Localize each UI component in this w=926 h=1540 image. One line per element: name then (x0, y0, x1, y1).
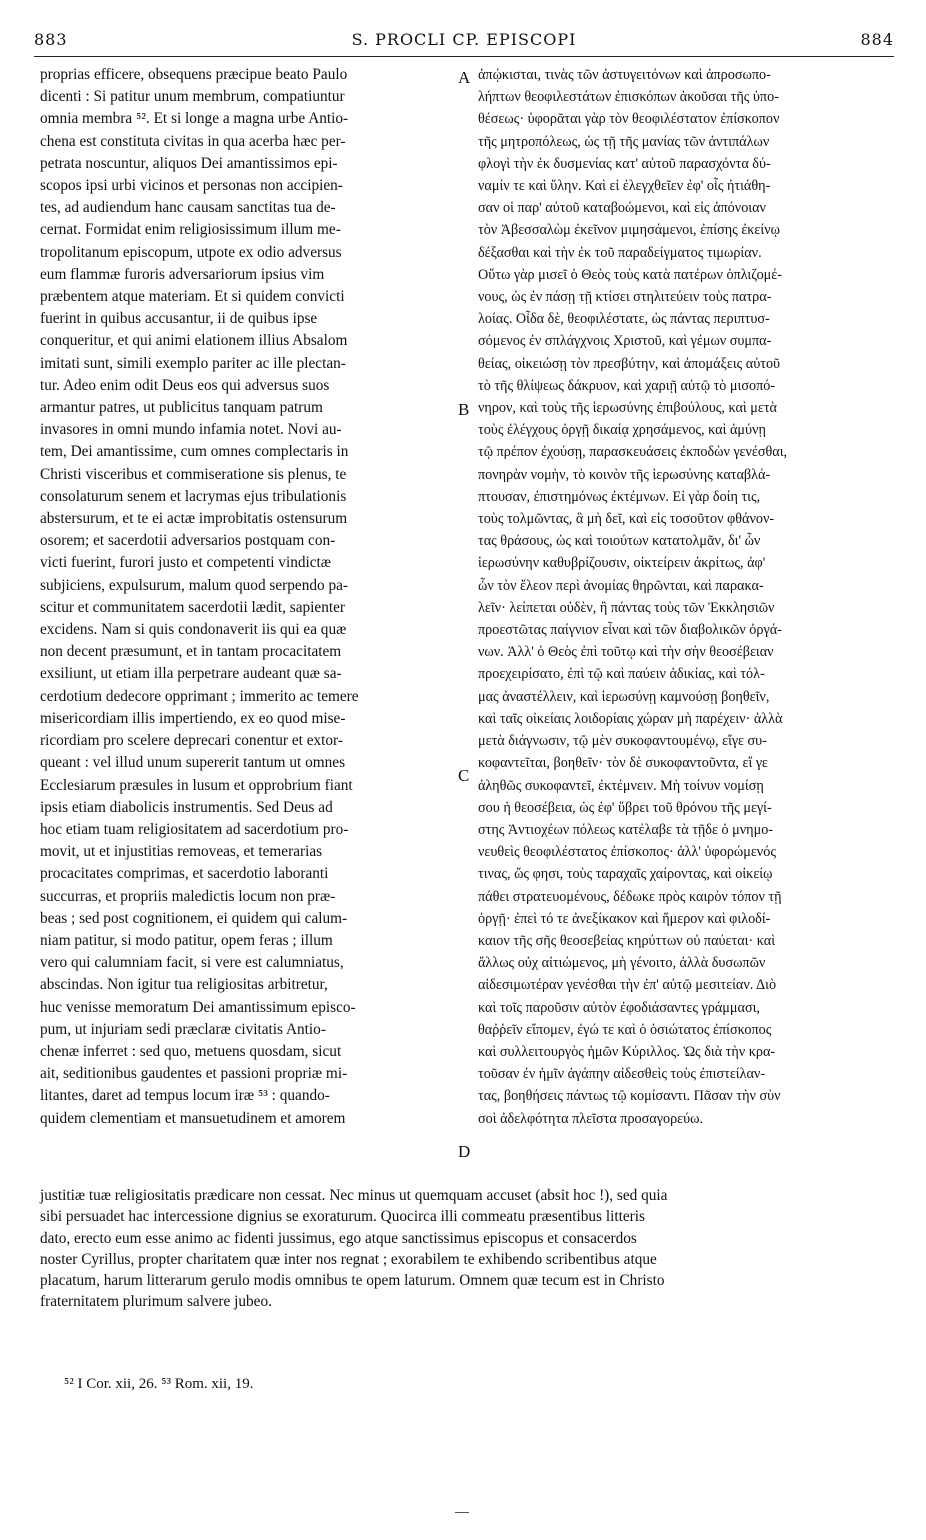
latin-line: victi fuerint, furori justo et competenti vindictæ (40, 554, 331, 572)
greek-line: νων. Ἀλλ' ὁ Θεὸς ἐπὶ τοῦτῳ καὶ τὴν σὴν θεοσέβειαν (478, 644, 774, 661)
latin-line: movit, ut et injustitias removeas, et temerarias (40, 843, 323, 861)
greek-line: πτουσαν, ἐπιστημόνως ἐκτέμνων. Εἰ γὰρ δοίη τις, (478, 488, 761, 505)
latin-line: tur. Adeo enim odit Deus eos qui adversus suos (40, 376, 330, 394)
greek-line: σαν οἱ παρ' αὐτοῦ καταβοώμενοι, καὶ εἰς ἀπόνοιαν (478, 200, 766, 217)
latin-line: ait, seditionibus gaudentes et passioni propriæ mi- (40, 1065, 348, 1083)
footnotes: ⁵² I Cor. xii, 26. ⁵³ Rom. xii, 19. (64, 1376, 254, 1392)
greek-line: τοὺς ἐλέγχους ὀργῇ δικαίᾳ χρησάμενος, καὶ ἀμύνῃ (478, 422, 766, 439)
greek-line: καὶ ταῖς οἰκείαις λοιδορίαις χώραν μὴ παρέχειν· ἀλλὰ (478, 710, 783, 727)
greek-line: ἀληθῶς συκοφαντεῖ, ἐκτέμνειν. Μὴ τοίνυν νομίσῃ (478, 777, 764, 794)
latin-line: quidem clementiam et mansuetudinem et amorem (40, 1109, 346, 1127)
greek-line: τας θράσους, ὡς καὶ τοιούτων κατατολμᾶν, δι' ὧν (478, 533, 761, 550)
latin-line: petrata noscuntur, aliquos Dei amantissimos epi- (40, 154, 338, 172)
latin-line: excidens. Nam si quis condonaverit iis qui ea quæ (40, 621, 347, 639)
greek-line: μετὰ διάγνωσιν, τῷ μὲν συκοφαντουμένῳ, εἴγε συ- (478, 733, 767, 750)
greek-line: τας, βοηθήσεις πάντως τῷ κομίσαντι. Πᾶσαν τὴν σὺν (478, 1088, 781, 1105)
running-header (34, 30, 894, 56)
greek-line: νηρον, καὶ τοὺς τῆς ἱερωσύνης ἐπιβούλους, καὶ μετὰ (478, 400, 777, 417)
full-width-line: sibi persuadet hac intercessione dignius se exoraturum. Quocirca illi commeatu præsentibus litteris (40, 1208, 645, 1226)
latin-line: eum flammæ furoris adversariorum ipsius vim (40, 265, 325, 283)
page-number-left: 883 (34, 30, 68, 49)
greek-line: σοὶ ἀδελφότητα πλεῖστα προσαγορεύω. (478, 1110, 704, 1127)
latin-line: conqueritur, et qui animi elationem illius Absalom (40, 332, 348, 350)
latin-line: abscindas. Non igitur tua religiositas arbitretur, (40, 976, 328, 994)
greek-line: θείας, οἰκειώσῃ τὸν πρεσβύτην, καὶ ἀπομάξεις αὐτοῦ (478, 355, 781, 372)
latin-line: succurras, et propriis maledictis locum non præ- (40, 887, 336, 905)
greek-line: τινας, ὥς φησι, τοὺς ταραχαῖς χαίροντας, καὶ οἰκείῳ (478, 866, 773, 883)
latin-line: cernat. Formidat enim religiosissimum illum me- (40, 221, 341, 239)
greek-line: σόμενος ἐν σπλάγχνοις Χριστοῦ, καὶ γέμων συμπα- (478, 333, 772, 350)
greek-line: λεῖν· λείπεται οὐδὲν, ἢ πάντας τοὺς τῶν Ἐκκλησιῶν (478, 599, 775, 616)
greek-line: νους, ὡς ἐν πάσῃ τῇ κτίσει στηλιτεύειν τοὺς πατρα- (478, 289, 772, 306)
latin-line: ipsis etiam diabolicis instrumentis. Sed Deus ad (40, 798, 333, 816)
latin-line: litantes, daret ad tempus locum iræ ⁵³ : quando- (40, 1087, 330, 1105)
latin-line: pum, ut injuriam sedi præclaræ civitatis Antio- (40, 1020, 326, 1038)
header-rule (34, 56, 894, 57)
latin-line: non decent præsumunt, et in tantam procacitatem (40, 643, 342, 661)
latin-line: chenæ inferret : sed quo, metuens quosdam, sicut (40, 1042, 342, 1060)
greek-line: ὀργῇ· ἐπεὶ τό τε ἀνεξίκακον καὶ ἥμερον καὶ φιλοδί- (478, 910, 771, 927)
latin-line: misericordiam illis impertiendo, ex eo quod mise- (40, 709, 346, 727)
greek-line: πονηρὰν νομὴν, τὸ κοινὸν τῆς ἱερωσύνης καταβλά- (478, 466, 771, 483)
greek-line: στης Ἀντιοχέων πόλεως κατέλαβε τὰ τῇδε ὁ μνημο- (478, 821, 774, 838)
latin-line: consolaturum senem et lacrymas ejus tribulationis (40, 487, 347, 505)
latin-line: tes, ad audiendum hanc causam sanctitas tua de- (40, 199, 336, 217)
section-marker-d: D (458, 1142, 471, 1161)
latin-line: osorem; et sacerdotii adversarios postquam con- (40, 532, 336, 550)
greek-line: ἀπῴκισται, τινὰς τῶν ἀστυγειτόνων καὶ ἀπροσωπο- (478, 67, 771, 83)
bottom-dash (455, 1512, 469, 1513)
greek-line: θαῤῥεῖν εἴπομεν, ἐγώ τε καὶ ὁ ὁσιώτατος ἐπίσκοπος (478, 1021, 772, 1038)
full-width-line: fraternitatem plurimum salvere jubeo. (40, 1293, 272, 1311)
latin-line: invasores in omni mundo infamia notet. Novi au- (40, 421, 342, 439)
latin-line: scopos ipsi urbi vicinos et personas non accipien- (40, 177, 343, 195)
latin-line: huc venisse memoratum Dei amantissimum episco- (40, 998, 356, 1016)
latin-line: beas ; sed post cognitionem, ei quidem qui calum- (40, 909, 348, 927)
full-width-text (40, 1185, 896, 1313)
latin-line: queant : vel illud unum supererit tantum ut omnes (40, 754, 346, 772)
latin-line: proprias efficere, obsequens præcipue beato Paulo (40, 66, 348, 83)
greek-line: ἄλλως οὐχ αἰτιώμενος, μὴ γένοιτο, ἀλλὰ δυσωπῶν (478, 955, 766, 972)
latin-line: niam patitur, si modo patitur, opem feras ; illum (40, 931, 333, 949)
greek-line: κοφαντεῖται, βοηθεῖν· τὸν δὲ συκοφαντοῦντα, εἴ γε (478, 755, 768, 772)
greek-line: Οὕτω γὰρ μισεῖ ὁ Θεὸς τοὺς κατὰ πατέρων ὁπλιζομέ- (478, 266, 782, 283)
latin-line: tropolitanum episcopum, utpote ex odio adversus (40, 243, 342, 261)
latin-line: chena est constituta civitas in qua acerba hæc per- (40, 132, 346, 150)
latin-line: hoc etiam tuam religiositatem ad sacerdotium pro- (40, 820, 349, 838)
latin-line: imitati sunt, simili exemplo pariter ac ille plectan- (40, 354, 346, 372)
greek-line: καιον τῆς σῆς θεοσεβείας κηρύττων οὐ παύεται· καὶ (478, 932, 776, 949)
latin-line: cerdotium dedecore opprimant ; immerito ac temere (40, 687, 359, 705)
greek-line: σου ἡ θεοσέβεια, ὡς ἐφ' ὕβρει τοῦ θρόνου τῆς μεγί- (478, 799, 772, 816)
full-width-line: justitiæ tuæ religiositatis prædicare non cessat. Nec minus ut quemquam accuset (absit hoc !), sed quia (40, 1187, 668, 1204)
section-marker-b: B (458, 400, 470, 419)
greek-line: προεστῶτας παίγνιον εἶναι καὶ τῶν διαβολικῶν ὀργά- (478, 622, 782, 639)
full-width-line: noster Cyrillus, propter charitatem quæ inter nos regnat ; exorabilem te exhibendo scribentibus atque (40, 1250, 657, 1268)
latin-line: ricordiam pro scelere deprecari conentur et extor- (40, 732, 343, 750)
greek-line: τῷ πρέπον ἐχούσῃ, παρασκευάσεις ἐκποδὼν γενέσθαι, (478, 444, 788, 461)
latin-line: vero qui calumniam facit, si vere est calumniatus, (40, 954, 344, 972)
greek-line: αἰδεσιμωτέραν γενέσθαι τὴν ἐπ' αὐτῷ μεσιτείαν. Διὸ (478, 977, 777, 994)
page-number-right: 884 (860, 30, 894, 49)
greek-line: ναμίν τε καὶ ὕλην. Καὶ εἰ ἐλεγχθεῖεν ἐφ' οἷς ἠτιάθη- (478, 178, 771, 195)
greek-line: ὧν τὸν ἔλεον περὶ ἀνομίας θηρῶνται, καὶ παρακα- (478, 577, 764, 594)
latin-line: scitur et communitatem sacerdotii lædit, sapienter (40, 598, 346, 616)
greek-line: τοῦσαν ἐν ἡμῖν ἀγάπην αἰδεσθεὶς τοὺς ἐπιστείλαν- (478, 1066, 766, 1083)
latin-line: procacitates comprimas, et sacerdotio laboranti (40, 865, 329, 883)
latin-line: abstersurum, et te ei actæ improbitatis ostensurum (40, 510, 348, 528)
latin-line: Ecclesiarum præsules in lusum et opprobrium fiant (40, 776, 353, 794)
greek-line: τὸν Ἀβεσσαλὼμ ἐκεῖνον μιμησάμενοι, ἐπίσης ἐκείνῳ (478, 222, 780, 239)
latin-line: Christi visceribus et commiseratione sis plenus, te (40, 465, 347, 483)
greek-line: τὸ τῆς θλίψεως δάκρυον, καὶ χαριῇ αὐτῷ τὸ μισοπό- (478, 377, 776, 394)
greek-line: λήπτων θεοφιλεστάτων ἐπισκόπων ἀκοῦσαι τῆς ὑπο- (478, 89, 779, 106)
greek-line: θέσεως· ὑφορᾶται γὰρ τὸν θεοφιλέστατον ἐπίσκοπον (478, 111, 780, 128)
latin-line: dicenti : Si patitur unum membrum, compatiuntur (40, 88, 345, 106)
section-marker-c: C (458, 766, 470, 785)
full-width-line: dato, erecto eum esse animo ac fidenti jussimus, ego atque sanctissimus episcopus et consacerdos (40, 1229, 637, 1247)
latin-column (40, 64, 460, 1130)
section-marker-a: A (458, 68, 471, 87)
latin-line: exsiliunt, ut etiam illa perpetrare audeant quæ sa- (40, 665, 342, 683)
latin-line: omnia membra ⁵². Et si longe a magna urbe Antio- (40, 110, 349, 128)
greek-line: μας ἀναστέλλειν, καὶ ἱερωσύνῃ καμνούσῃ βοηθεῖν, (478, 688, 770, 705)
greek-line: τοὺς τολμῶντας, ἃ μὴ δεῖ, καὶ εἰς τοσοῦτον φθάνον- (478, 511, 775, 528)
latin-line: armantur patres, ut publicitus tanquam patrum (40, 399, 323, 417)
latin-line: subjiciens, expulsurum, malum quod serpendo pa- (40, 576, 349, 594)
greek-line: καὶ τοῖς παροῦσιν αὐτὸν ἐφοδιάσαντες γράμμασι, (478, 999, 760, 1016)
greek-line: ἱερωσύνην καθυβρίζουσιν, οἰκτείρειν ἀκρίτως, ἀφ' (478, 555, 766, 572)
running-title: S. PROCLI CP. EPISCOPI (351, 30, 577, 49)
greek-line: πάθει στρατευομένους, δέδωκε πρὸς καιρὸν τόπον τῇ (478, 888, 782, 905)
greek-line: νευθεὶς θεοφιλέστατος ἐπίσκοπος· ἀλλ' ὑφορώμενός (478, 844, 776, 861)
latin-line: fuerint in quibus accusantur, ii de quibus ipse (40, 310, 318, 328)
greek-line: δέξασθαι καὶ τὴν ἐκ τοῦ παραδείγματος τιμωρίαν. (478, 244, 762, 261)
greek-line: λοίας. Οἶδα δὲ, θεοφιλέστατε, ὡς πάντας περιπτυσ- (478, 311, 770, 328)
greek-line: τῆς μητροπόλεως, ὡς τῇ τῆς μανίας τῶν ἀντιπάλων (478, 133, 770, 150)
greek-column (478, 64, 896, 1130)
greek-line: φλογὶ τὴν ἐκ δυσμενίας κατ' αὐτοῦ παρασχόντα δύ- (478, 155, 771, 172)
latin-line: tem, Dei amantissime, cum omnes complectaris in (40, 443, 349, 461)
greek-line: καὶ συλλειτουργὸς ἡμῶν Κύριλλος. Ὡς διὰ τὴν κρα- (478, 1043, 776, 1060)
latin-line: præbentem atque materiam. Et si quidem convicti (40, 288, 345, 306)
full-width-line: placatum, harum litterarum gerulo modis omnibus te opem laturum. Omnem quæ tecum est in Christo (40, 1272, 665, 1290)
greek-line: προεχειρίσατο, ἐπὶ τῷ καὶ παύειν ἀδικίας, καὶ τόλ- (478, 666, 765, 683)
